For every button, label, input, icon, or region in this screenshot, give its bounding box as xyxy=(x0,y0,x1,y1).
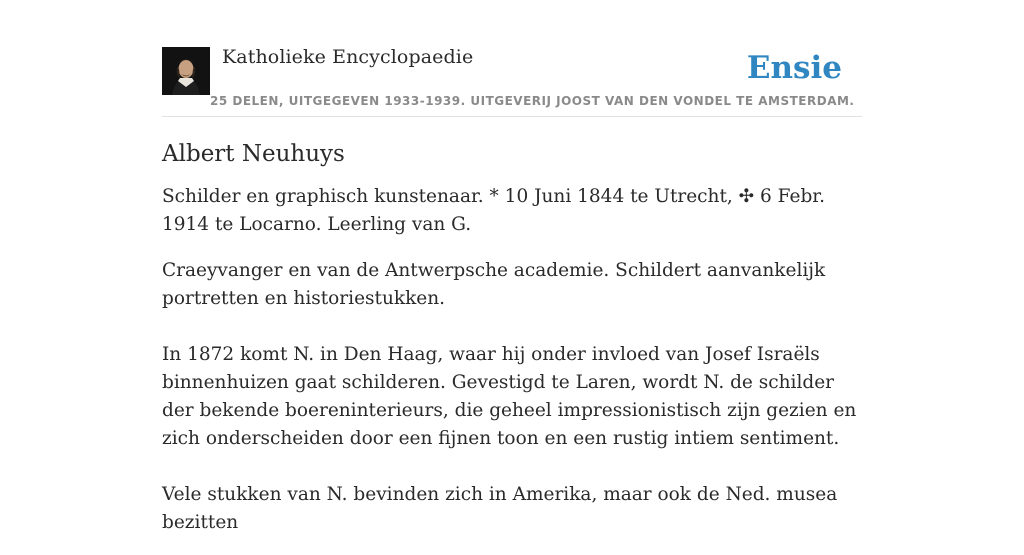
article-paragraph: Craeyvanger en van de Antwerpsche academie. Schildert aanvankelijk portretten en historiestukken. In 1872 komt N. in Den Haag, waar hij onder invloed van Josef Israëls binnenhuizen gaat schilderen. Gevestigd te Laren, wordt N. de schilder der bekende boereninterieurs, die geheel impressionistisch zijn gezien en zich onderscheiden door een fijnen toon en een rustig intiem sentiment. Vele stukken van N. bevinden zich in Amerika, maar ook de Ned. musea bezitten xyxy=(162,260,857,533)
publication-subtitle: 25 DELEN, UITGEGEVEN 1933-1939. UITGEVERIJ JOOST VAN DEN VONDEL TE AMSTERDAM. xyxy=(210,94,855,108)
article-paragraph: Schilder en graphisch kunstenaar. * 10 Juni 1844 te Utrecht, ✣ 6 Febr. 1914 te Locarno. Leerling van G. xyxy=(162,186,825,235)
portrait-avatar-icon[interactable] xyxy=(162,47,210,95)
article-content xyxy=(162,137,862,555)
brand-logo-link[interactable]: Ensie xyxy=(746,50,842,86)
publication-title[interactable]: Katholieke Encyclopaedie xyxy=(222,46,474,68)
publication-header xyxy=(162,44,862,117)
article-title: Albert Neuhuys xyxy=(162,141,345,167)
